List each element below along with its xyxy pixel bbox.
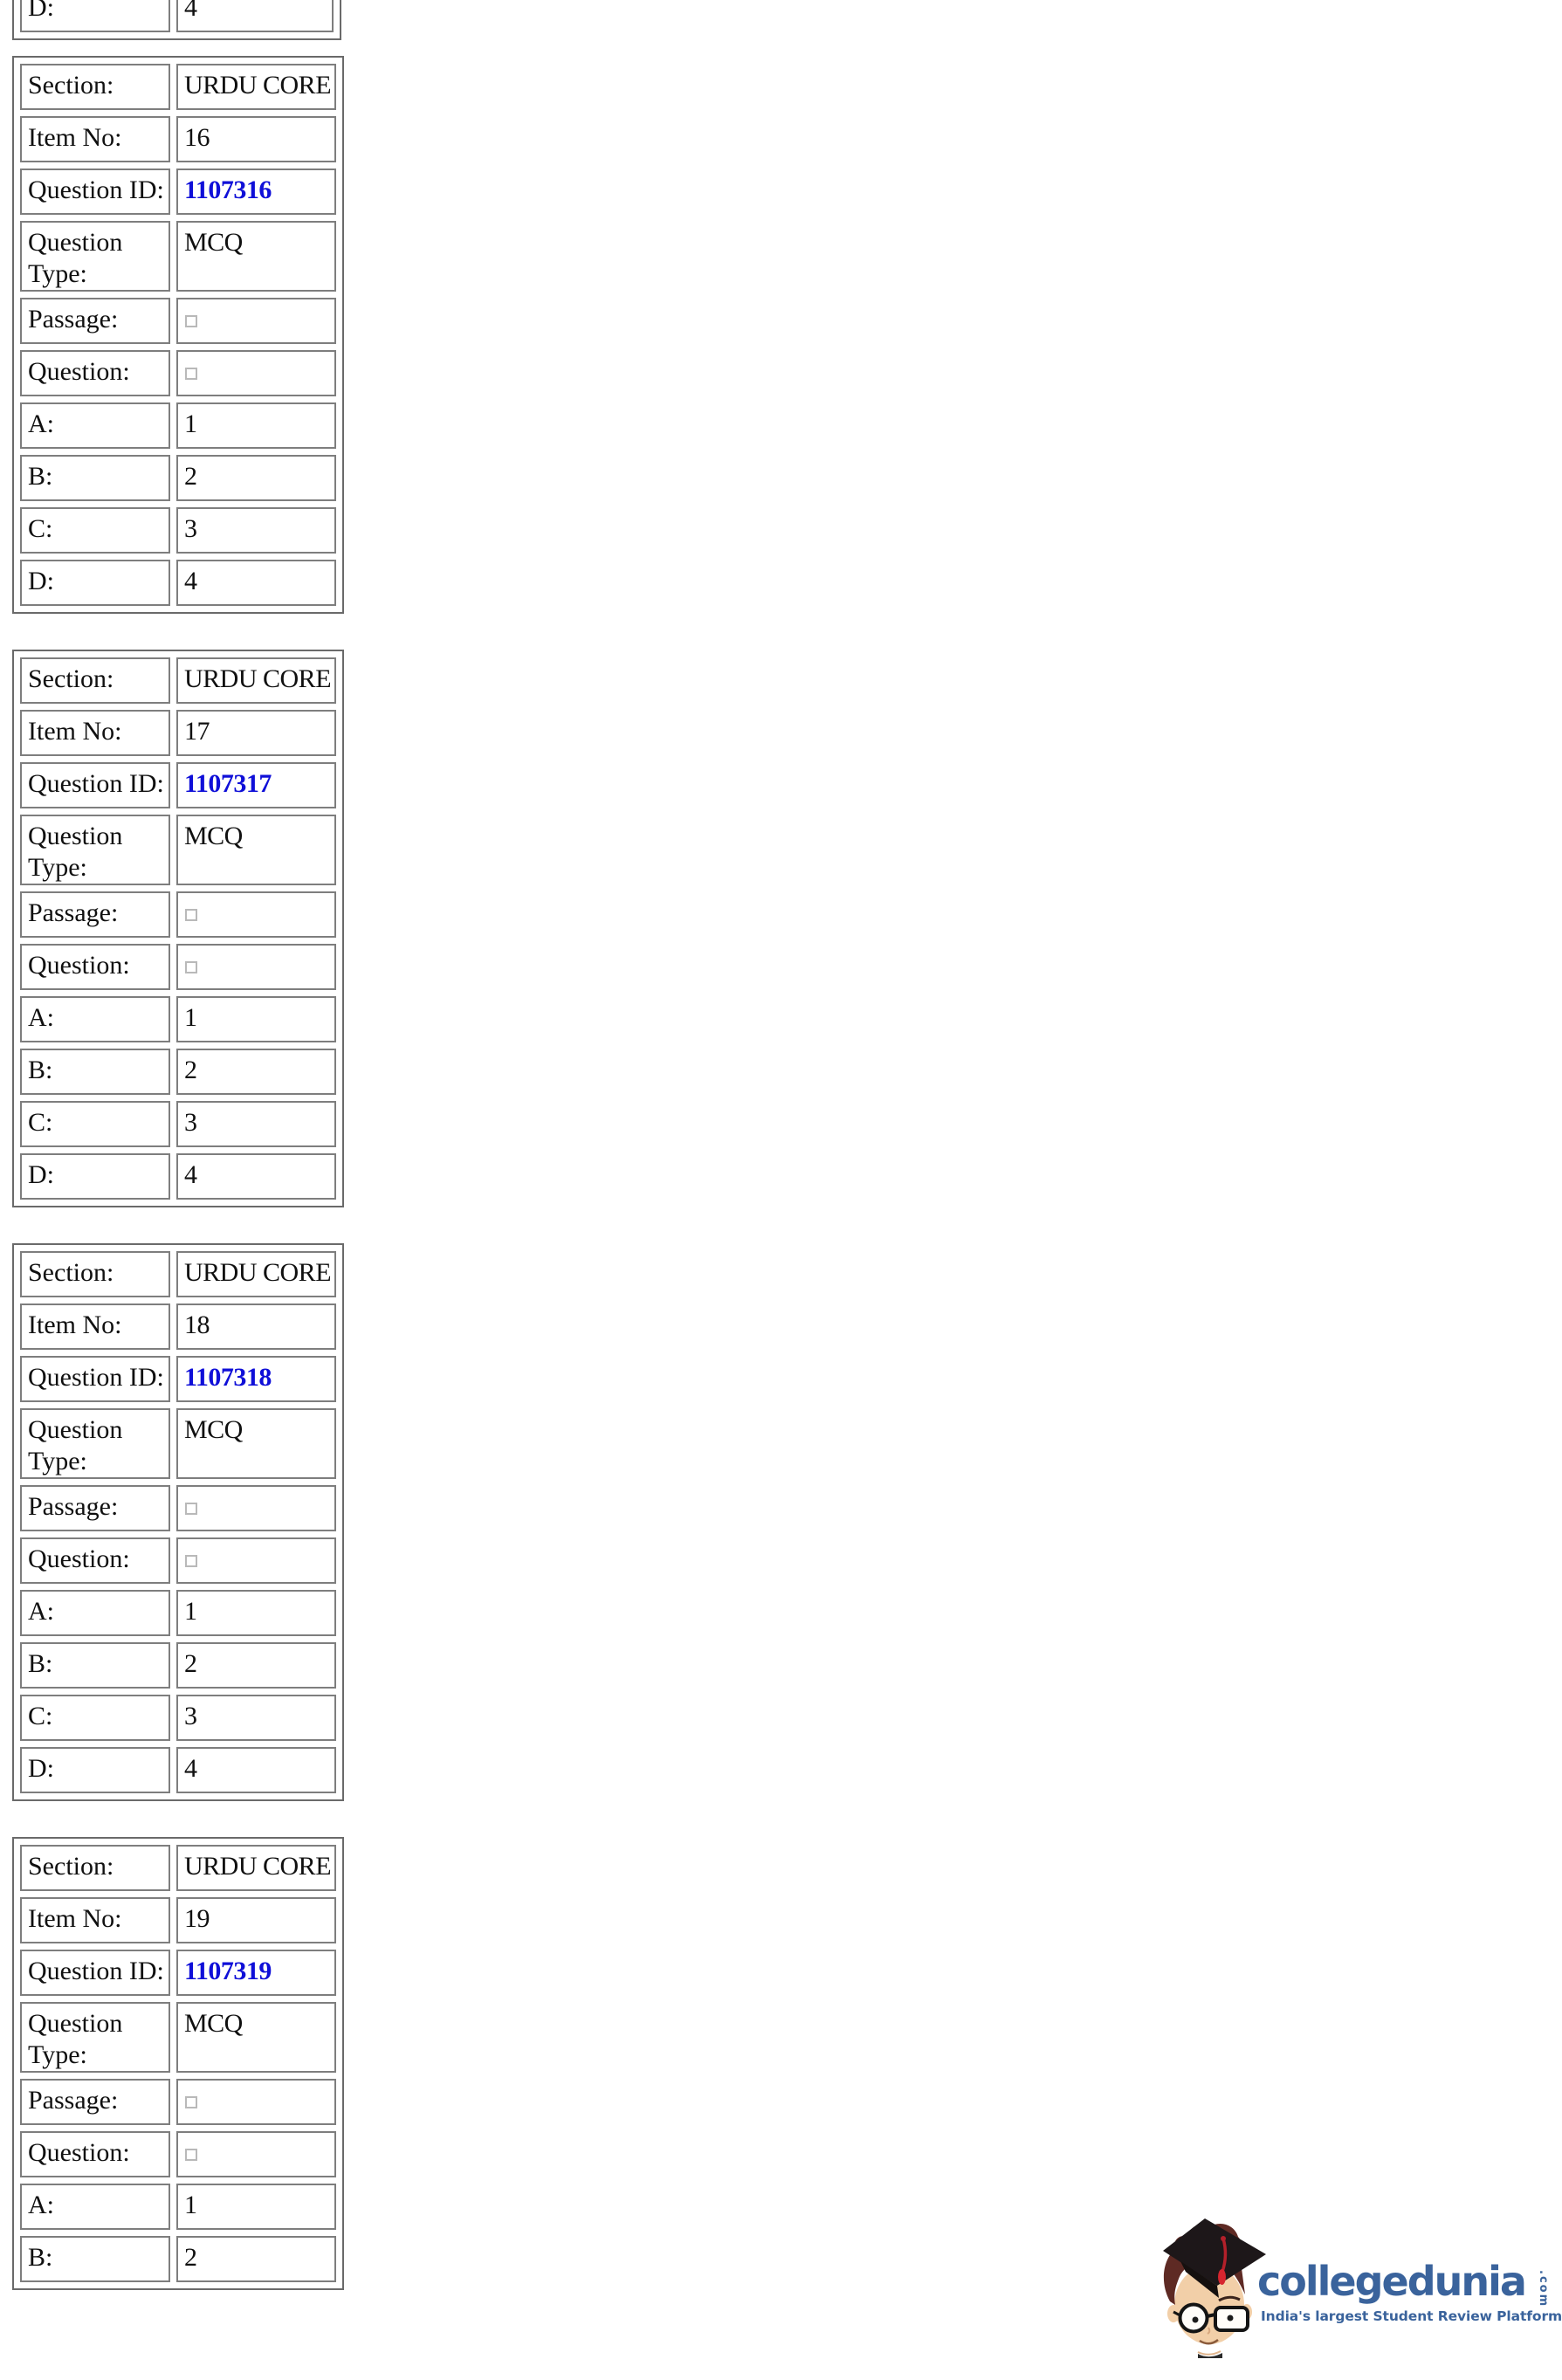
table-row [20,1845,336,1891]
table-row [20,116,336,162]
table-row [20,1897,336,1943]
partial-question-table-top [12,0,1559,20]
table-row [20,815,336,885]
item-no-label: Item No: [20,1897,170,1943]
table-row [20,1303,336,1350]
table-row [20,996,336,1042]
section-value: URDU CORE [176,1845,336,1891]
question-id-value [176,169,336,215]
question-table-17 [12,650,344,1207]
table-row [20,0,334,32]
question-label: Question: [20,350,170,396]
empty-content-box-icon [185,2149,197,2161]
question-block-18 [12,1243,1559,1801]
item-no-value: 17 [176,710,336,756]
empty-content-box-icon [185,1503,197,1515]
question-block-17 [12,650,1559,1207]
option-a-value: 1 [176,402,336,449]
question-value [176,350,336,396]
question-value [176,2131,336,2177]
question-value [176,944,336,990]
table-row [20,1590,336,1636]
question-id-value [176,1356,336,1402]
document-content [12,0,1559,2272]
question-table-19 [12,1837,344,2290]
partial-question-table-bottom [12,1837,1559,2272]
question-id-value [176,762,336,808]
passage-label: Passage: [20,2079,170,2125]
question-id-link[interactable]: 1107316 [184,175,272,204]
table-row [20,2131,336,2177]
option-a-value: 1 [176,1590,336,1636]
option-c-value: 3 [176,1695,336,1741]
item-no-value: 16 [176,116,336,162]
option-d-value: 4 [176,560,336,606]
option-b-value: 2 [176,455,336,501]
table-row [20,1251,336,1297]
question-id-link[interactable]: 1107319 [184,1957,272,1985]
logo-brand-text: collegedunia [1257,2258,1525,2305]
question-id-value [176,1950,336,1996]
table-row [20,1642,336,1689]
option-a-label: A: [20,1590,170,1636]
table-row [20,1485,336,1531]
option-b-label: B: [20,455,170,501]
table-row [20,1950,336,1996]
passage-label: Passage: [20,1485,170,1531]
item-no-label: Item No: [20,1303,170,1350]
question-table-partial [12,0,341,40]
question-type-value: MCQ [176,815,336,885]
section-label: Section: [20,64,170,110]
section-value: URDU CORE [176,657,336,704]
empty-content-box-icon [185,961,197,973]
question-type-value: MCQ [176,1408,336,1479]
option-c-value: 3 [176,507,336,554]
empty-content-box-icon [185,1555,197,1567]
question-id-label: Question ID: [20,1950,170,1996]
table-row [20,2236,336,2282]
empty-content-box-icon [185,368,197,380]
question-type-value: MCQ [176,2002,336,2073]
option-b-value: 2 [176,1642,336,1689]
question-block-16 [12,56,1559,614]
option-d-label: D: [20,1747,170,1793]
question-type-value: MCQ [176,221,336,292]
table-row [20,1695,336,1741]
option-d-value: 4 [176,0,334,32]
option-c-label: C: [20,1695,170,1741]
item-no-label: Item No: [20,116,170,162]
passage-label: Passage: [20,891,170,938]
passage-value [176,298,336,344]
option-d-label: D: [20,1153,170,1200]
option-a-value: 1 [176,2184,336,2230]
passage-value [176,2079,336,2125]
table-row [20,507,336,554]
question-label: Question: [20,944,170,990]
table-row [20,402,336,449]
question-type-label: Question Type: [20,815,170,885]
question-label: Question: [20,1537,170,1584]
question-type-label: Question Type: [20,221,170,292]
table-row [20,891,336,938]
question-type-label: Question Type: [20,2002,170,2073]
table-row [20,64,336,110]
table-row [20,350,336,396]
option-b-label: B: [20,2236,170,2282]
option-c-label: C: [20,507,170,554]
section-value: URDU CORE [176,64,336,110]
question-label: Question: [20,2131,170,2177]
table-row [20,710,336,756]
question-table-18 [12,1243,344,1801]
option-d-label: D: [20,560,170,606]
question-id-label: Question ID: [20,1356,170,1402]
passage-value [176,891,336,938]
option-d-value: 4 [176,1153,336,1200]
question-id-label: Question ID: [20,762,170,808]
option-c-label: C: [20,1101,170,1147]
item-no-label: Item No: [20,710,170,756]
table-row [20,1356,336,1402]
item-no-value: 18 [176,1303,336,1350]
option-b-label: B: [20,1642,170,1689]
section-label: Section: [20,1251,170,1297]
table-row [20,657,336,704]
table-row [20,1049,336,1095]
option-d-value: 4 [176,1747,336,1793]
empty-content-box-icon [185,909,197,921]
question-id-link[interactable]: 1107317 [184,769,272,798]
logo-tagline: India's largest Student Review Platform [1261,2308,1562,2324]
option-a-value: 1 [176,996,336,1042]
section-value: URDU CORE [176,1251,336,1297]
empty-content-box-icon [185,315,197,327]
table-row [20,762,336,808]
table-row [20,1153,336,1200]
option-b-value: 2 [176,1049,336,1095]
table-row [20,221,336,292]
question-id-link[interactable]: 1107318 [184,1363,272,1392]
question-id-label: Question ID: [20,169,170,215]
table-row [20,169,336,215]
option-b-label: B: [20,1049,170,1095]
question-table-16 [12,56,344,614]
logo-tld-text: .com [1537,2270,1550,2308]
passage-value [176,1485,336,1531]
passage-label: Passage: [20,298,170,344]
table-row [20,944,336,990]
table-row [20,2002,336,2073]
option-d-label: D: [20,0,170,32]
section-label: Section: [20,1845,170,1891]
option-a-label: A: [20,402,170,449]
collegedunia-mascot-icon [1154,2214,1266,2358]
question-type-label: Question Type: [20,1408,170,1479]
table-row [20,1747,336,1793]
option-a-label: A: [20,996,170,1042]
item-no-value: 19 [176,1897,336,1943]
collegedunia-logo [1154,2214,1562,2358]
table-row [20,1101,336,1147]
empty-content-box-icon [185,2096,197,2108]
option-c-value: 3 [176,1101,336,1147]
table-row [20,298,336,344]
table-row [20,1408,336,1479]
table-row [20,560,336,606]
table-row [20,2184,336,2230]
option-b-value: 2 [176,2236,336,2282]
table-row [20,2079,336,2125]
question-value [176,1537,336,1584]
table-row [20,455,336,501]
option-a-label: A: [20,2184,170,2230]
table-row [20,1537,336,1584]
section-label: Section: [20,657,170,704]
